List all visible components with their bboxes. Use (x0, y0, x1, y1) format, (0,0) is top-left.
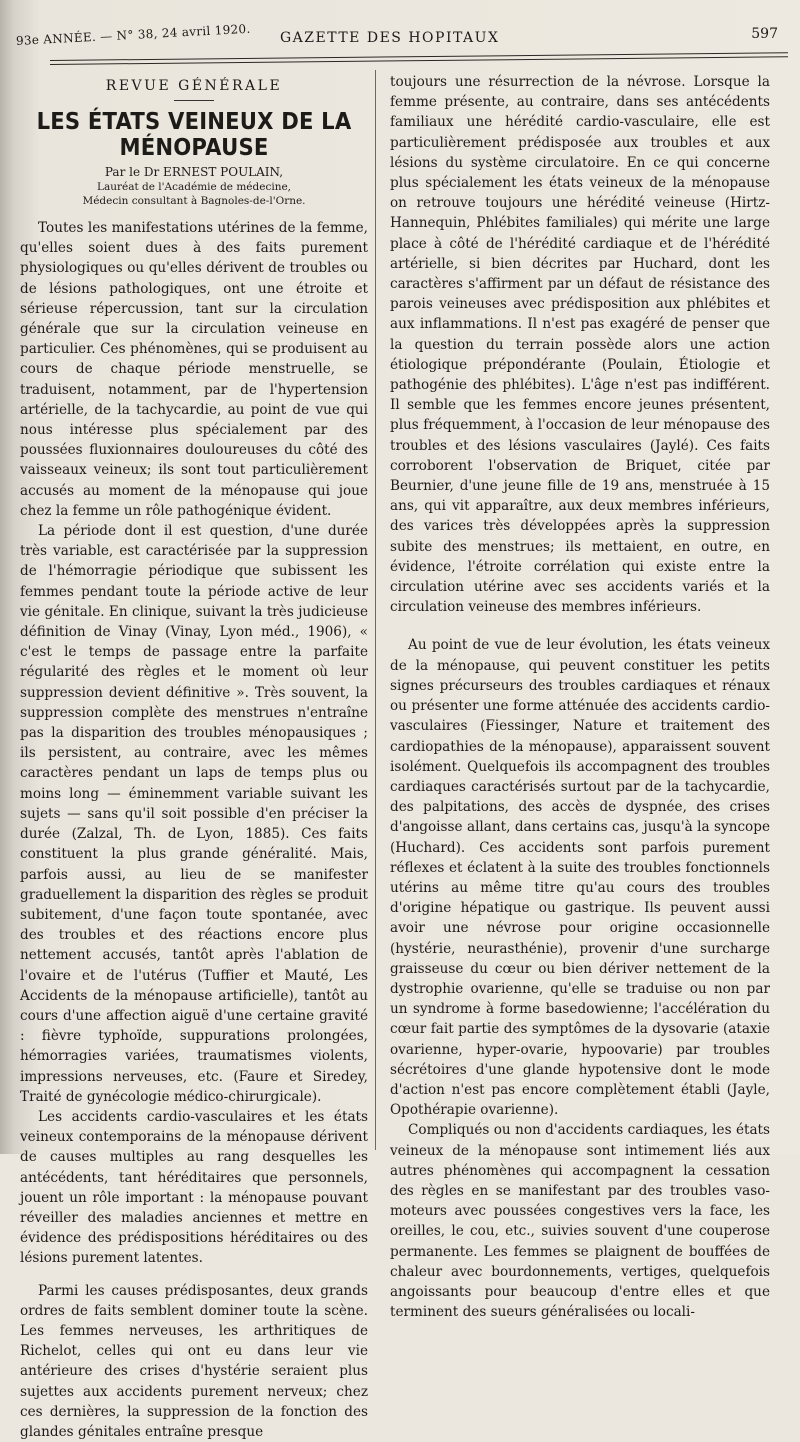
issue-info: 93e ANNÉE. — N° 38, 24 avril 1920. (15, 21, 251, 48)
paragraph: La période dont il est question, d'une durée très variable, est caractérisée par la suppression de l'hémorragie périodique que subissent les femmes pendant toute la période active de leur vie génitale. En clinique, suivant la très judicieuse définition de Vinay (Vinay, Lyon méd., 1906), « c'est le temps de passage entre la parfaite régularité des règles et le moment où leur suppression devient définitive ». Très souvent, la suppression complète des menstrues n'entraîne pas la disparition des troubles ménopausiques ; ils persistent, au contraire, avec les mêmes caractères pendant un laps de temps plus ou moins long — éminemment variable suivant les sujets — sans qu'il soit possible d'en préciser la durée (Zalzal, Th. de Lyon, 1885). Ces faits constituent la plus grande généralité. Mais, parfois aussi, au lieu de se manifester graduellement la disparition des règles se produit subitement, d'une façon toute spontanée, avec des troubles et des réactions encore plus nettement accusés, tantôt après l'ablation de l'ovaire et de l'utérus (Tuffier et Mauté, Les Accidents de la ménopause artificielle), tantôt au cours d'une affection aiguë d'une certaine gravité : fièvre typhoïde, suppurations prolongées, hémorragies variées, traumatismes violents, impressions nerveuses, etc. (Faure et Siredey, Traité de gynécologie médico-chirurgicale). (20, 523, 368, 1105)
page-number: 597 (751, 26, 778, 42)
section-label: REVUE GÉNÉRALE (105, 78, 283, 94)
title-divider (174, 100, 214, 101)
paragraph: Au point de vue de leur évolution, les états veineux de la ménopause, qui peuvent constituer les petits signes précurseurs des troubles cardiaques et rénaux ou présenter une forme atténuée des accidents cardio-vasculaires (Fiessinger, Nature et traitement des cardiopathies de la ménopause), apparaissent souvent isolément. Quelquefois ils accompagnent des troubles cardiaques caractérisés surtout par de la tachycardie, des palpitations, des accès de dyspnée, des crises d'angoisse allant, dans certains cas, jusqu'à la syncope (Huchard). Ces accidents sont parfois purement réflexes et éclatent à la suite des troubles fonctionnels utérins au même titre qu'au cours des troubles d'origine hépatique ou gastrique. Ils peuvent aussi avoir une névrose pour origine occasionnelle (hystérie, neurasthénie), provenir d'une surcharge graisseuse du cœur ou bien dériver nettement de la dystrophie ovarienne, qu'elle se traduise ou non par un syndrome à forme basedowienne; l'accélération du cœur fait partie des symptômes de la dysovarie (ataxie ovarienne, hyper-ovarie, hypoovarie) par troubles sécrétoires d'une glande hypotensive dont le mode d'action n'est pas encore complètement établi (Jayle, Opothérapie ovarienne). (390, 637, 770, 1119)
paragraph: Toutes les manifestations utérines de la femme, qu'elles soient dues à des faits purement physiologiques ou qu'elles dérivent de troubles ou de lésions pathologiques, ont une étroite et sérieuse répercussion, tant sur la circulation générale que sur la circulation veineuse en particulier. Ces phénomènes, qui se produisent au cours de chaque période menstruelle, se traduisent, notamment, par de l'hypertension artérielle, de la tachycardie, au point de vue qui nous intéresse plus spécialement par des poussées fluxionnaires douloureuses du côté des vaisseaux veineux; ils sont tout particulièrement accusés au moment de la ménopause qui joue chez la femme un rôle pathogénique évident. (20, 220, 368, 519)
author-credential: Lauréat de l'Académie de médecine, (96, 181, 292, 193)
column-divider (375, 70, 376, 1150)
article-title: LES ÉTATS VEINEUX DE LA MÉNOPAUSE (36, 109, 352, 161)
left-column (20, 76, 368, 1440)
paragraph: Compliqués ou non d'accidents cardiaques, les états veineux de la ménopause sont intimement liés aux autres phénomènes qui accompagnent la cessation des règles en se manifestant par des troubles vaso-moteurs avec poussées congestives vers la face, les oreilles, le cou, etc., suivies souvent d'une couperose permanente. Les femmes se plaignent de bouffées de chaleur avec bourdonnements, vertiges, quelquefois angoissants pour beaucoup d'entre elles et que terminent des sueurs généralisées ou locali- (390, 1122, 770, 1321)
journal-name: GAZETTE DES HOPITAUX (280, 30, 500, 46)
author-credential: Médecin consultant à Bagnoles-de-l'Orne. (82, 195, 306, 207)
paragraph: Les accidents cardio-vasculaires et les états veineux contemporains de la ménopause dérivent de causes multiples au rang desquelles les antécédents, tant héréditaires que personnels, jouent un rôle important : la ménopause pouvant réveiller des maladies anciennes et mettre en évidence des prédispositions héréditaires ou des lésions purement latentes. (20, 1108, 368, 1267)
paragraph: Parmi les causes prédisposantes, deux grands ordres de faits semblent dominer toute la scène. Les femmes nerveuses, les arthritiques de Richelot, celles qui ont eu dans leur vie antérieure des crises d'hystérie seraient plus sujettes aux accidents purement nerveux; chez ces dernières, la suppression de la fonction des glandes génitales entraîne presque (20, 1282, 368, 1440)
paragraph: toujours une résurrection de la névrose. Lorsque la femme présente, au contraire, dans ses antécédents familiaux une hérédité cardio-vasculaire, elle est particulièrement prédisposée aux troubles et aux lésions du système circulatoire. En ce qui concerne plus spécialement les états veineux de la ménopause on retrouve toujours une hérédité veineuse (Hirtz-Hannequin, Phlébites familiales) qui mérite une large place à côté de l'hérédité cardiaque et de l'hérédité artérielle, si bien décrites par Huchard, dont les caractères s'affirment par un défaut de résistance des parois veineuses avec prédisposition aux phlébites et aux inflammations. Il n'est pas exagéré de penser que la question du terrain possède alors une action étiologique prépondérante (Poulain, Étiologie et pathogénie des phlébites). L'âge n'est pas indifférent. Il semble que les femmes encore jeunes présentent, plus fréquemment, à l'occasion de leur ménopause des troubles et des lésions vasculaires (Jaylé). Ces faits corroborent l'observation de Briquet, citée par Beurnier, d'une jeune fille de 19 ans, menstruée à 15 ans, qui vit apparaître, aux deux membres inférieurs, des varices très développées après la suppression subite des menstrues; ils mettaient, en outre, en évidence, l'étroite corrélation qui existe entre la circulation utérine avec ses accidents variés et la circulation veineuse des membres inférieurs. (390, 74, 770, 616)
right-column (390, 72, 770, 1321)
author-byline: Par le Dr ERNEST POULAIN, (104, 165, 284, 179)
